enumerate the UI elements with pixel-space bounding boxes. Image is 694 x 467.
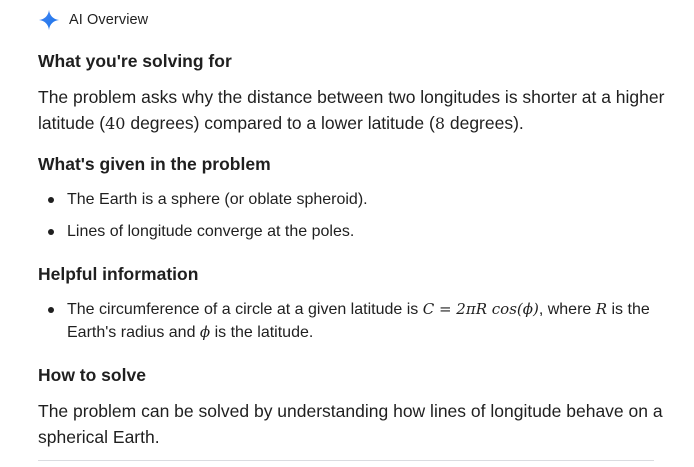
heading-how-to-solve: How to solve: [38, 365, 146, 385]
ai-overview-header: [38, 9, 148, 31]
helpful-text-4: is the latitude.: [210, 324, 314, 341]
list-item: [48, 298, 668, 344]
solving-text-1: The problem asks why the distance between two longitudes is shorter at a higher latitude (: [38, 87, 665, 133]
radius-variable: R: [595, 300, 608, 318]
phi-variable: ϕ: [199, 323, 211, 341]
given-item-1: The Earth is a sphere (or oblate spheroid).: [67, 191, 368, 208]
ai-overview-title: AI Overview: [69, 12, 149, 28]
bullet-dot: [48, 229, 54, 235]
solving-text-3: degrees).: [445, 113, 524, 133]
solving-text-2: degrees) compared to a lower latitude (: [125, 113, 435, 133]
helpful-text-3: is the Earth's radius and: [67, 301, 650, 341]
list-item: [48, 220, 668, 243]
helpful-item-1: [67, 298, 668, 344]
heading-given: What's given in the problem: [38, 154, 271, 174]
list-item: [48, 188, 668, 211]
solving-paragraph: [38, 84, 668, 137]
latitude-high-value: 40: [105, 114, 126, 133]
how-paragraph: The problem can be solved by understanding how lines of longitude behave on a spherical Earth.: [38, 401, 663, 447]
bullet-dot: [48, 197, 54, 203]
helpful-text-1: The circumference of a circle at a given latitude is: [67, 301, 423, 318]
heading-solving-for: What you're solving for: [38, 51, 232, 71]
sparkle-icon: [38, 9, 60, 31]
given-item-2: Lines of longitude converge at the poles.: [67, 223, 355, 240]
latitude-low-value: 8: [434, 114, 445, 133]
bullet-dot: [48, 307, 54, 313]
divider: [38, 460, 654, 461]
helpful-text-2: , where: [538, 301, 596, 318]
circumference-formula: C = 2πR cos(ϕ): [422, 300, 539, 318]
heading-helpful: Helpful information: [38, 264, 199, 284]
